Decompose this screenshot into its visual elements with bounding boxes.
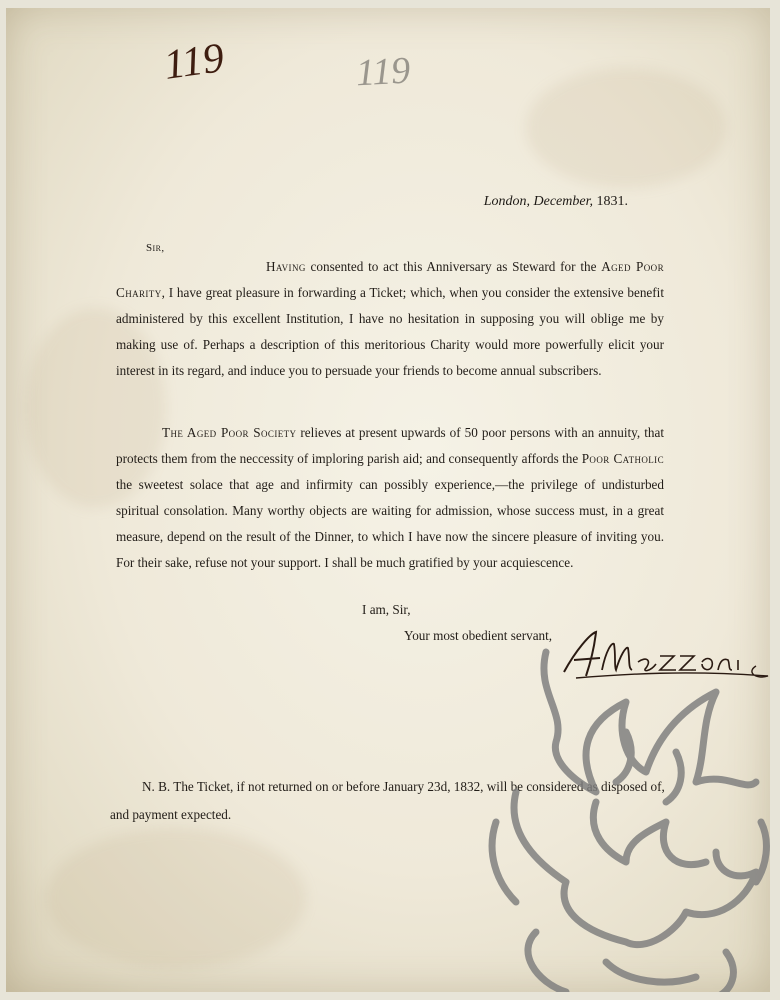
lead-word: Having: [266, 259, 306, 274]
paragraph-society: [116, 420, 664, 576]
paragraph-text: the sweetest solace that age and infirmity can possibly experience,—the privilege of undisturbed spiritual consolation. Many worthy objects are waiting for admission, whose success must, in a great measure, depend on the result of the Dinner, to which I have now the sincere pleasure of inviting you. For their sake, refuse not your support. I shall be much gratified by your acquiescence.: [116, 477, 664, 570]
society-name: The Aged Poor Society: [162, 425, 297, 440]
dateline-month: December,: [533, 194, 593, 209]
paper-stain: [46, 828, 306, 968]
dateline-year: 1831.: [596, 194, 628, 209]
dateline-place: London,: [483, 194, 531, 209]
letter-sheet: [6, 8, 770, 992]
poor-catholic: Poor Catholic: [581, 451, 664, 466]
ink-archive-number: 119: [161, 35, 227, 89]
paragraph-steward: [116, 254, 664, 384]
paper-stain: [526, 68, 726, 188]
charity-name: Aged Poor Charity: [116, 259, 664, 300]
salutation: Sir,: [146, 242, 165, 254]
closing-line-1: I am, Sir,: [362, 602, 411, 617]
pencil-archive-number: 119: [354, 49, 412, 95]
paragraph-text: , I have great pleasure in forwarding a Ticket; which, when you consider the extensive benefit administered by this excellent Institution, I have no hesitation in supposing you will oblige me by making use of. Perhaps a description of this meritorious Charity would more powerfully elicit your interest in its regard, and induce you to persuade your friends to become annual subscribers.: [116, 285, 664, 378]
nota-bene: N. B. The Ticket, if not returned on or before January 23d, 1832, will be considered as disposed of, and payment expected.: [110, 779, 665, 822]
closing-line-2: Your most obedient servant,: [404, 628, 553, 643]
dateline: [484, 194, 628, 210]
paragraph-text: relieves at present upwards of 50 poor persons with an annuity, that protects them from the neccessity of imploring parish aid; and consequently affords the: [116, 425, 664, 466]
paragraph-text: consented to act this Anniversary as Steward for the: [305, 259, 602, 274]
ink-stamp-flame-icon: [476, 632, 770, 992]
